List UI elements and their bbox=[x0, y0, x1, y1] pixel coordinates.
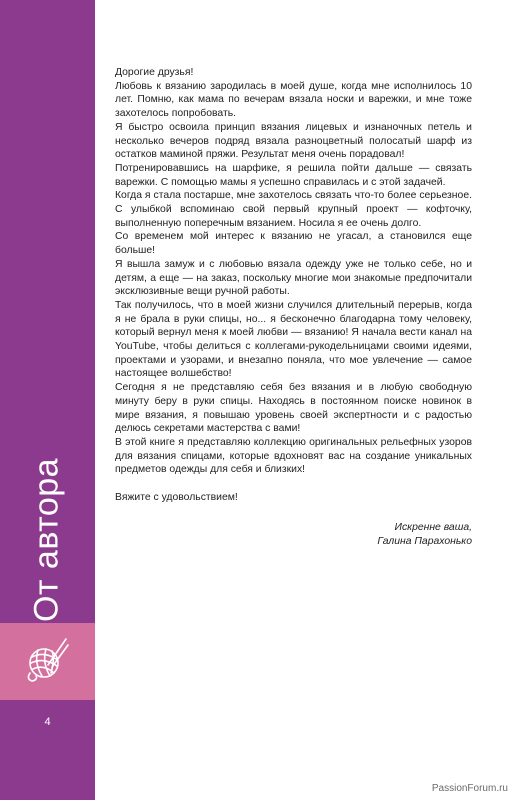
letter-paragraph: Я быстро освоила принцип вязания лицевых и изнаночных петель и несколько вечеров подряд вязала разноцветный полосатый шарф из остатков маминой пряжи. Результат меня очень порадовал! bbox=[115, 121, 472, 161]
letter-paragraph: Я вышла замуж и с любовью вязала одежду уже не только себе, но и детям, а еще — на заказ, поскольку многие мои знакомые предпочитали эксклюзивные вещи ручной работы. bbox=[115, 258, 472, 298]
sidebar bbox=[0, 0, 95, 800]
letter-greeting: Дорогие друзья! bbox=[115, 67, 194, 78]
letter-paragraph: Когда я стала постарше, мне захотелось связать что-то более серьезное. С улыбкой вспоминаю свой первый крупный проект — кофточку, выполненную поперечным вязанием. Носила я ее очень долго. bbox=[115, 190, 472, 229]
section-title: От автора bbox=[27, 457, 66, 623]
letter-paragraph: Со временем мой интерес к вязанию не угасал, а становился еще больше! bbox=[115, 231, 472, 257]
yarn-ball-icon bbox=[22, 635, 70, 683]
signature-author: Галина Парахонько bbox=[377, 535, 472, 547]
letter-paragraph: Потренировавшись на шарфике, я решила пойти дальше — связать варежки. С помощью мамы я успешно справилась и с этой задачей. bbox=[115, 162, 472, 188]
page-number: 4 bbox=[44, 716, 51, 728]
letter-paragraph: Любовь к вязанию зародилась в моей душе, когда мне исполнилось 10 лет. Помню, как мама по вечерам вязала носки и варежки, и мне тоже захотелось попробовать. bbox=[115, 80, 472, 120]
letter-closing: Вяжите с удовольствием! bbox=[115, 492, 238, 504]
letter-paragraph: В этой книге я представляю коллекцию оригинальных рельефных узоров для вязания спицами, которые вдохновят вас на создание уникальных предметов одежды для себя и близких! bbox=[115, 436, 472, 476]
letter-signature bbox=[115, 521, 472, 549]
page-number-panel bbox=[0, 700, 95, 800]
letter-paragraph: Так получилось, что в моей жизни случился длительный перерыв, когда я не брала в руки спицы, но... я бесконечно благодарна тому человеку, который вернул меня к моей любви — вязанию! Я начала вести канал на YouTube, чтобы делиться с коллегами-рукодельницами своими идеями, проектами и узорами, и внезапно поняла, что мое увлечение — самое настоящее волшебство! bbox=[115, 299, 472, 380]
sidebar-title-panel bbox=[0, 0, 95, 623]
signature-line: Искренне ваша, bbox=[394, 521, 472, 533]
author-letter bbox=[115, 66, 472, 549]
letter-paragraph: Сегодня я не представляю себя без вязания и в любую свободную минуту беру в руки спицы. Находясь в постоянном поиске новинок в мире вязания, я повышаю уровень своей экспертности и с радостью делюсь секретами мастерства с вами! bbox=[115, 382, 472, 435]
site-watermark: PassionForum.ru bbox=[431, 783, 508, 794]
